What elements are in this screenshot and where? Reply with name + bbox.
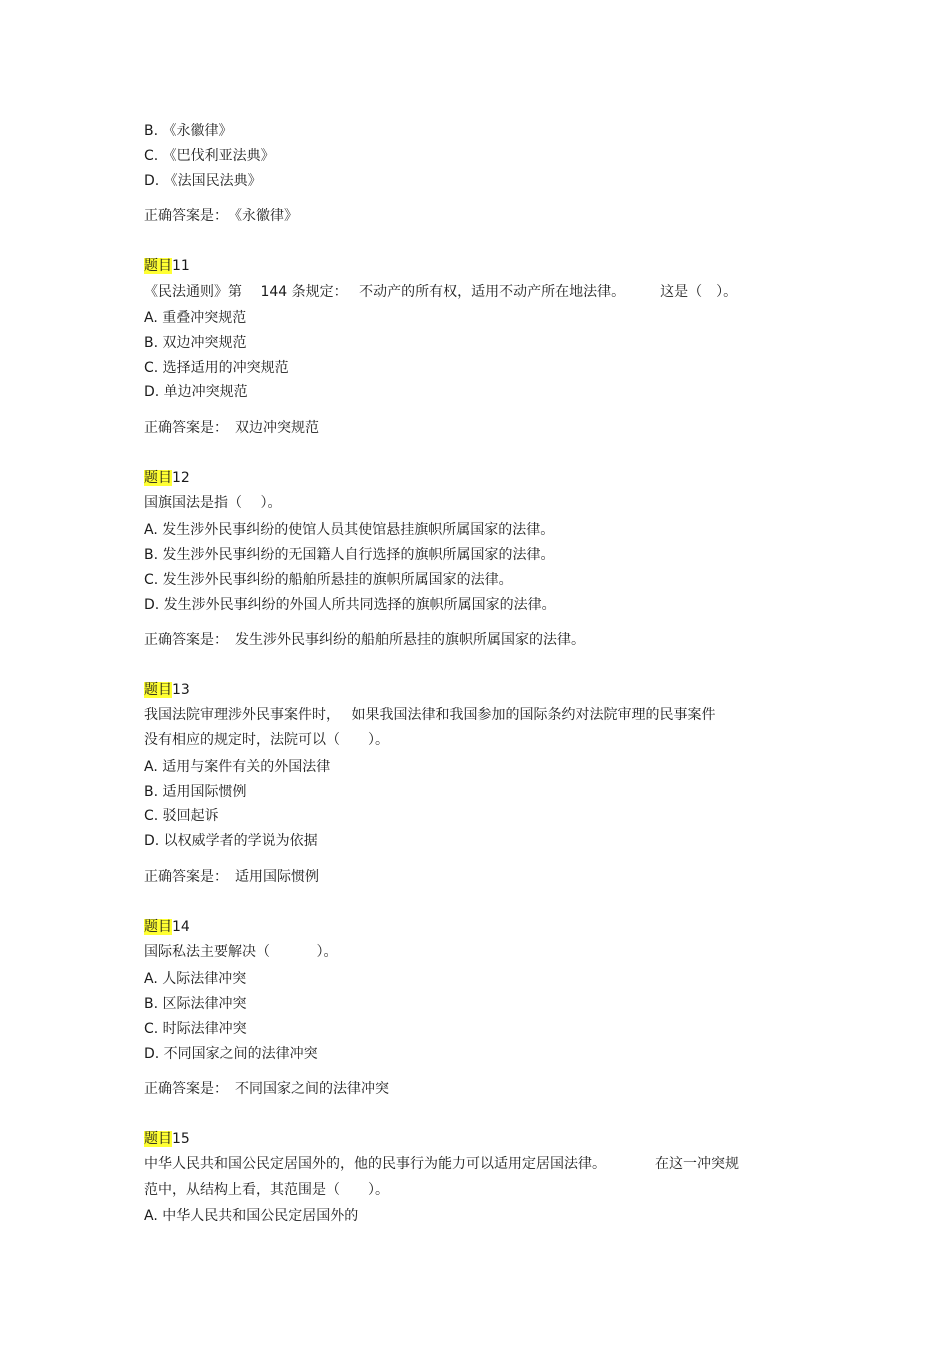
option-a: A. 重叠冲突规范	[144, 310, 247, 326]
question-stem: 没有相应的规定时，法院可以（ ）。	[144, 732, 389, 748]
question-header	[144, 256, 190, 276]
option-c: C. 驳回起诉	[144, 808, 219, 824]
option-a: A. 中华人民共和国公民定居国外的	[144, 1208, 359, 1224]
question-stem: 国旗国法是指（ ）。	[144, 495, 282, 511]
question-label: 题目	[144, 470, 172, 486]
question-number: 11	[172, 258, 190, 274]
question-number: 14	[172, 919, 190, 935]
question-stem: 中华人民共和国公民定居国外的，他的民事行为能力可以适用定居国法律。 在这一冲突规	[144, 1156, 739, 1172]
question-stem: 《民法通则》第 144 条规定： 不动产的所有权，适用不动产所在地法律。 这是（ ）。	[144, 284, 738, 300]
question-label: 题目	[144, 1131, 172, 1147]
question-number: 13	[172, 682, 190, 698]
question-header	[144, 917, 190, 937]
answer: 正确答案是： 适用国际惯例	[144, 869, 319, 885]
answer: 正确答案是： 不同国家之间的法律冲突	[144, 1081, 389, 1097]
question-label: 题目	[144, 258, 172, 274]
option-c: C. 发生涉外民事纠纷的船舶所悬挂的旗帜所属国家的法律。	[144, 572, 513, 588]
option-b: B. 双边冲突规范	[144, 335, 247, 351]
question-header	[144, 1129, 190, 1149]
answer: 正确答案是： 《永徽律》	[144, 208, 298, 224]
question-number: 15	[172, 1131, 190, 1147]
question-header	[144, 468, 190, 488]
option-a: A. 适用与案件有关的外国法律	[144, 759, 331, 775]
question-label: 题目	[144, 682, 172, 698]
question-number: 12	[172, 470, 190, 486]
answer: 正确答案是： 双边冲突规范	[144, 420, 319, 436]
question-stem: 范中，从结构上看，其范围是（ ）。	[144, 1182, 389, 1198]
option-d: D. 单边冲突规范	[144, 384, 248, 400]
question-stem: 国际私法主要解决（ ）。	[144, 944, 338, 960]
option-b: B. 《永徽律》	[144, 123, 233, 139]
option-c: C. 时际法律冲突	[144, 1021, 247, 1037]
option-d: D. 发生涉外民事纠纷的外国人所共同选择的旗帜所属国家的法律。	[144, 597, 556, 613]
option-c: C. 《巴伐利亚法典》	[144, 148, 275, 164]
option-b: B. 区际法律冲突	[144, 996, 247, 1012]
option-b: B. 发生涉外民事纠纷的无国籍人自行选择的旗帜所属国家的法律。	[144, 547, 555, 563]
question-stem: 我国法院审理涉外民事案件时， 如果我国法律和我国参加的国际条约对法院审理的民事案件	[144, 707, 716, 723]
question-label: 题目	[144, 919, 172, 935]
option-c: C. 选择适用的冲突规范	[144, 360, 289, 376]
option-d: D. 《法国民法典》	[144, 173, 262, 189]
question-header	[144, 680, 190, 700]
answer: 正确答案是： 发生涉外民事纠纷的船舶所悬挂的旗帜所属国家的法律。	[144, 632, 585, 648]
option-b: B. 适用国际惯例	[144, 784, 247, 800]
option-d: D. 以权威学者的学说为依据	[144, 833, 318, 849]
option-d: D. 不同国家之间的法律冲突	[144, 1046, 318, 1062]
option-a: A. 发生涉外民事纠纷的使馆人员其使馆悬挂旗帜所属国家的法律。	[144, 522, 555, 538]
option-a: A. 人际法律冲突	[144, 971, 247, 987]
